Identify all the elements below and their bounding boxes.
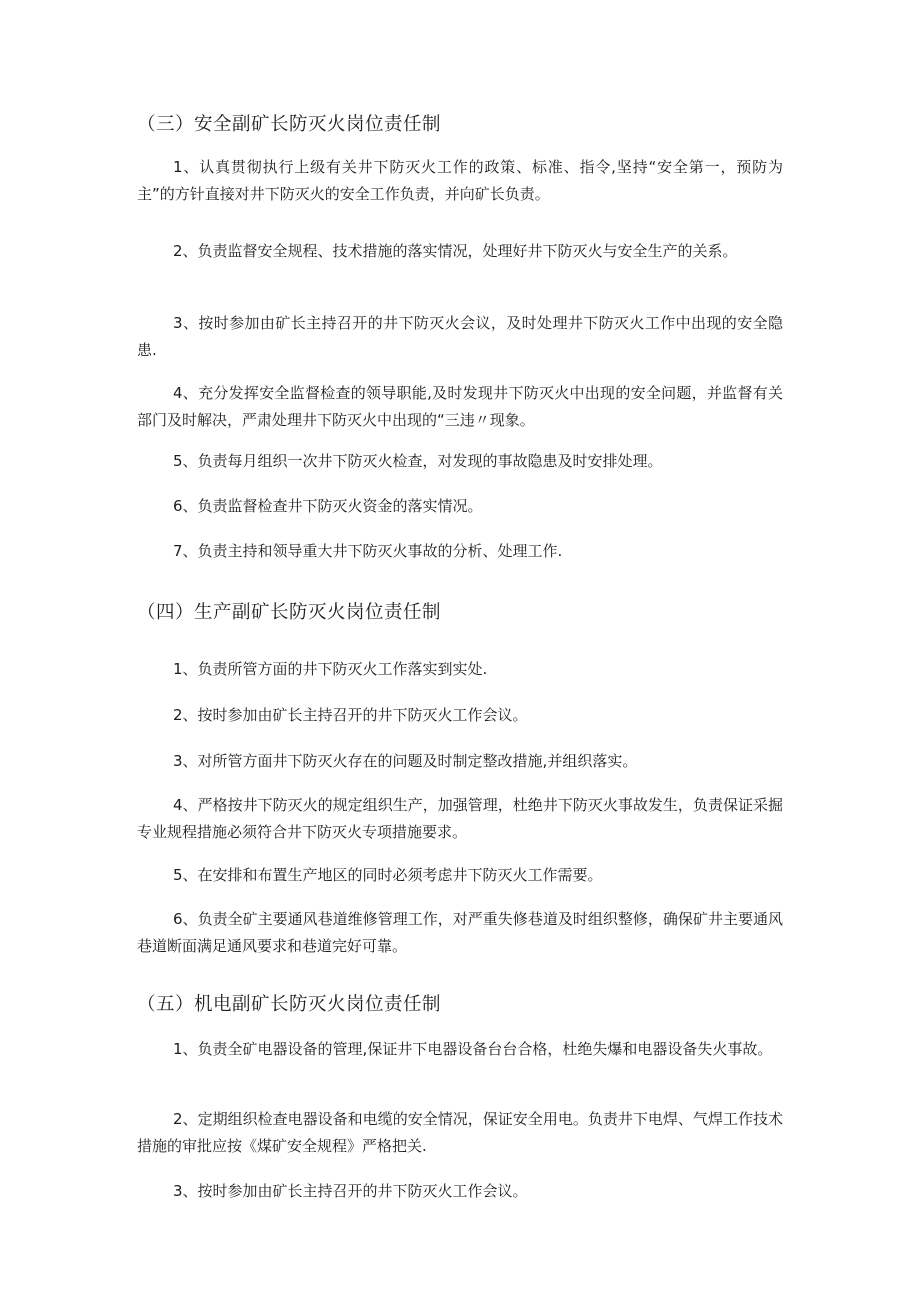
section-3-item-6: 6、负责监督检查井下防灭火资金的落实情况。 (173, 497, 483, 515)
section-4-item-4: 4、严格按井下防灭火的规定组织生产，加强管理，杜绝井下防灭火事故发生，负责保证采掘专业规程措施必须符合井下防灭火专项措施要求。 (137, 796, 783, 841)
section-3-item-3: 3、按时参加由矿长主持召开的井下防灭火会议，及时处理井下防灭火工作中出现的安全隐患. (137, 314, 783, 359)
section-4-item-6: 6、负责全矿主要通风巷道维修管理工作，对严重失修巷道及时组织整修，确保矿井主要通风巷道断面满足通风要求和巷道完好可靠。 (137, 910, 783, 955)
section-heading-4: （四）生产副矿长防灭火岗位责任制 (137, 602, 442, 623)
section-4-item-2: 2、按时参加由矿长主持召开的井下防灭火工作会议。 (173, 706, 528, 724)
section-4-item-3: 3、对所管方面井下防灭火存在的问题及时制定整改措施,并组织落实。 (173, 752, 638, 770)
section-4-item-1: 1、负责所管方面的井下防灭火工作落实到实处. (173, 660, 488, 678)
section-heading-3: （三）安全副矿长防灭火岗位责任制 (137, 114, 442, 135)
section-3-item-5: 5、负责每月组织一次井下防灭火检查，对发现的事故隐患及时安排处理。 (173, 452, 663, 470)
section-5-item-1: 1、负责全矿电器设备的管理,保证井下电器设备台台合格，杜绝失爆和电器设备失火事故。 (173, 1040, 773, 1058)
section-5-item-2: 2、定期组织检查电器设备和电缆的安全情况，保证安全用电。负责井下电焊、气焊工作技术措施的审批应按《煤矿安全规程》严格把关. (137, 1110, 783, 1155)
section-3-item-1: 1、认真贯彻执行上级有关井下防灭火工作的政策、标准、指令,坚持“安全第一，预防为主”的方针直接对井下防灭火的安全工作负责，并向矿长负责。 (137, 158, 783, 203)
section-heading-5: （五）机电副矿长防灭火岗位责任制 (137, 994, 442, 1015)
section-3-item-7: 7、负责主持和领导重大井下防灭火事故的分析、处理工作. (173, 542, 563, 560)
section-4-item-5: 5、在安排和布置生产地区的同时必须考虑井下防灭火工作需要。 (173, 866, 603, 884)
section-5-item-3: 3、按时参加由矿长主持召开的井下防灭火工作会议。 (173, 1182, 528, 1200)
section-3-item-4: 4、充分发挥安全监督检查的领导职能,及时发现井下防灭火中出现的安全问题，并监督有关部门及时解决，严肃处理井下防灭火中出现的“三违〃现象。 (137, 384, 783, 429)
section-3-item-2: 2、负责监督安全规程、技术措施的落实情况，处理好井下防灭火与安全生产的关系。 (173, 242, 738, 260)
